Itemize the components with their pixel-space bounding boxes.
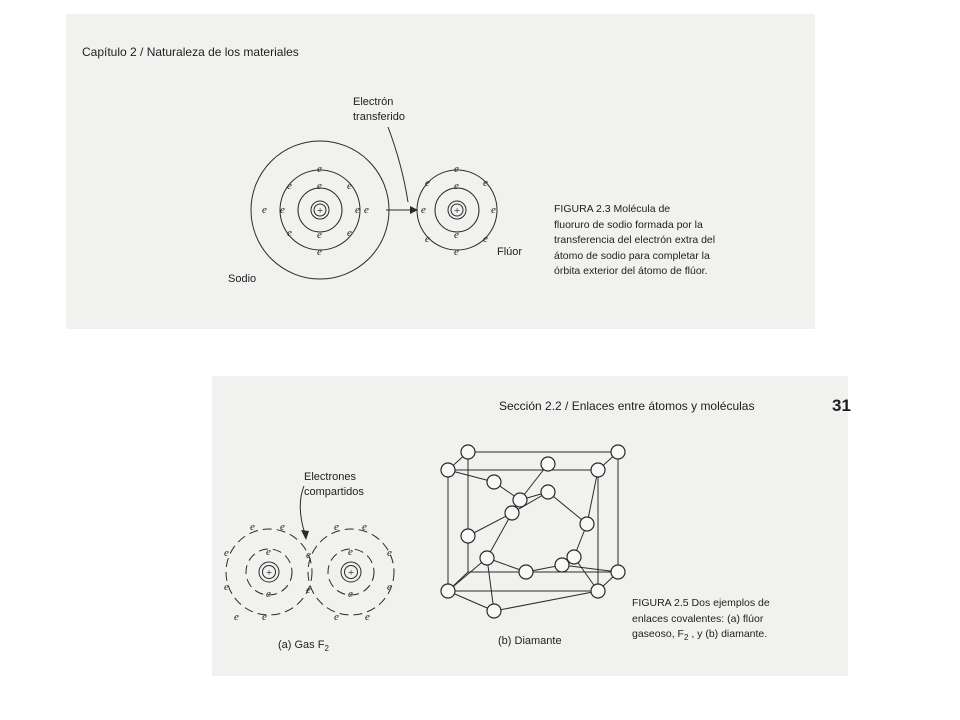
carbon-atom (519, 565, 533, 579)
electron: e (262, 611, 267, 623)
caption-line: fluoruro de sodio formada por la (554, 218, 703, 231)
electron: e (387, 581, 392, 593)
carbon-atom (441, 584, 455, 598)
caption-line: enlaces covalentes: (a) flúor (632, 612, 764, 625)
electron: e (234, 611, 239, 623)
electron: e (266, 588, 271, 600)
carbon-atom (441, 463, 455, 477)
bond (494, 591, 598, 611)
caption-line: FIGURA 2.3 Molécula de (554, 203, 671, 215)
carbon-atom (487, 475, 501, 489)
electron: e (454, 163, 459, 175)
page-number: 31 (832, 396, 851, 415)
carbon-atom (591, 584, 605, 598)
figure-2-3-caption (554, 202, 715, 280)
electron: e (347, 180, 352, 192)
electron: e (287, 180, 292, 192)
electron: e (317, 229, 322, 241)
electron: e (491, 204, 496, 216)
electron: e (483, 233, 488, 245)
figure-2-5-caption (632, 596, 770, 646)
carbon-atom (567, 550, 581, 564)
bond (487, 558, 494, 611)
page-header-chapter: Capítulo 2 / Naturaleza de los materiales (82, 45, 299, 59)
caption-line: gaseoso, $F_2$ , y (b) diamante. (632, 628, 768, 643)
electron: e (454, 246, 459, 258)
carbon-atom (487, 604, 501, 618)
sodium-nucleus-sign: + (316, 205, 324, 217)
electron: e (317, 163, 322, 175)
electron: e (224, 581, 229, 593)
bond (587, 470, 598, 524)
shared-electrons-label-1: Electrones (304, 471, 356, 483)
electron-transfer-label-1: Electrón (353, 96, 394, 108)
carbon-atom (513, 493, 527, 507)
carbon-atom (480, 551, 494, 565)
electron: e (280, 204, 285, 216)
carbon-atom (461, 529, 475, 543)
shared-electron: e (306, 549, 311, 561)
shared-electrons-arrowhead (301, 530, 309, 540)
electron-transfer-label-2: transferido (353, 111, 405, 123)
electron: e (421, 204, 426, 216)
fluorine-label: Flúor (497, 246, 523, 258)
electron: e (348, 588, 353, 600)
f-left-nucleus-sign: + (265, 567, 273, 579)
scanned-page-top (66, 14, 815, 329)
page-header-section: Sección 2.2 / Enlaces entre átomos y moléculas (499, 399, 755, 413)
electron: e (262, 204, 267, 216)
electron: e (425, 233, 430, 245)
caption-line: transferencia del electrón extra del (554, 234, 716, 246)
electron: e (317, 246, 322, 258)
f-right-nucleus-sign: + (347, 567, 355, 579)
caption-line: órbita exterior del átomo de flúor. (554, 265, 708, 277)
electron: e (454, 180, 459, 192)
electron: e (250, 521, 255, 533)
electron: e (348, 546, 353, 558)
figure-2-3-sodium-fluoride (66, 14, 815, 329)
caption-line: átomo de sodio para completar la (554, 249, 710, 262)
electron: e (425, 177, 430, 189)
electron: e (287, 227, 292, 239)
carbon-atom (611, 445, 625, 459)
carbon-atom (591, 463, 605, 477)
electron-label-leader (388, 127, 408, 202)
electron: e (365, 611, 370, 623)
carbon-atom (541, 457, 555, 471)
electron: e (364, 204, 369, 216)
shared-electrons-label-2: compartidos (304, 486, 364, 498)
electron: e (224, 547, 229, 559)
sodium-label: Sodio (228, 273, 257, 285)
fluorine-nucleus-sign: + (453, 205, 461, 217)
electron: e (280, 521, 285, 533)
scanned-page-bottom (212, 376, 851, 676)
electron: e (387, 547, 392, 559)
carbon-atom (461, 445, 475, 459)
label-b-diamond: (b) Diamante (498, 635, 562, 647)
diamond-atoms (441, 445, 625, 618)
carbon-atom (555, 558, 569, 572)
carbon-atom (505, 506, 519, 520)
bond (562, 565, 618, 572)
carbon-atom (580, 517, 594, 531)
electron: e (362, 521, 367, 533)
caption-line: FIGURA 2.5 Dos ejemplos de (632, 597, 770, 609)
electron: e (266, 546, 271, 558)
carbon-atom (611, 565, 625, 579)
electron: e (355, 204, 360, 216)
electron: e (483, 177, 488, 189)
electron: e (317, 180, 322, 192)
electron: e (334, 521, 339, 533)
electron: e (347, 227, 352, 239)
carbon-atom (541, 485, 555, 499)
electron: e (454, 229, 459, 241)
electron: e (334, 611, 339, 623)
shared-electron: e (306, 584, 311, 596)
label-a-f2-gas: (a) Gas $F_2$ (278, 639, 329, 653)
